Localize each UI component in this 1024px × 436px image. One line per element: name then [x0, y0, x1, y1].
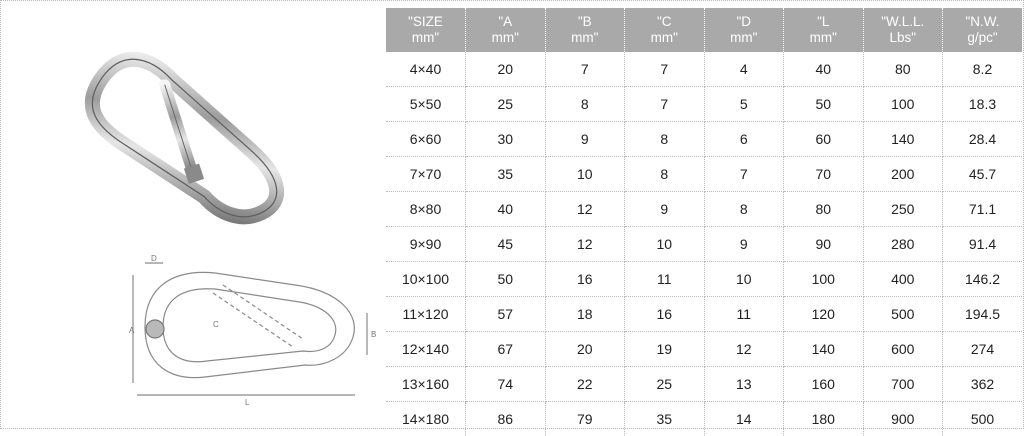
- table-cell: 7×70: [386, 157, 466, 192]
- column-header-line2: mm": [784, 30, 863, 46]
- table-cell: 4×40: [386, 52, 466, 87]
- table-row: [386, 192, 1022, 227]
- table-cell: 80: [784, 192, 864, 227]
- table-cell: 57: [466, 297, 546, 332]
- table-cell: 6: [704, 122, 784, 157]
- column-header-line2: mm": [546, 30, 625, 46]
- table-row: [386, 157, 1022, 192]
- table-cell: 140: [863, 122, 943, 157]
- table-row: [386, 332, 1022, 367]
- table-cell: 70: [784, 157, 864, 192]
- table-cell: 18: [545, 297, 625, 332]
- table-cell: 180: [784, 402, 864, 436]
- column-header-line1: "L: [784, 14, 863, 30]
- column-header-line2: mm": [466, 30, 545, 46]
- table-row: [386, 402, 1022, 436]
- table-cell: 8: [545, 87, 625, 122]
- table-cell: 10: [625, 227, 705, 262]
- table-cell: 5×50: [386, 87, 466, 122]
- table-cell: 35: [625, 402, 705, 436]
- column-header-line2: mm": [386, 30, 465, 46]
- table-cell: 7: [545, 52, 625, 87]
- table-cell: 40: [784, 52, 864, 87]
- table-cell: 22: [545, 367, 625, 402]
- table-cell: 11×120: [386, 297, 466, 332]
- column-header-line2: mm": [625, 30, 704, 46]
- column-header-line2: g/pc": [943, 30, 1022, 46]
- table-cell: 35: [466, 157, 546, 192]
- table-cell: 50: [466, 262, 546, 297]
- table-cell: 4: [704, 52, 784, 87]
- table-cell: 20: [545, 332, 625, 367]
- table-cell: 700: [863, 367, 943, 402]
- table-cell: 30: [466, 122, 546, 157]
- table-cell: 12×140: [386, 332, 466, 367]
- table-cell: 14×180: [386, 402, 466, 436]
- table-cell: 362: [943, 367, 1023, 402]
- spec-table-container: [386, 8, 1022, 436]
- table-cell: 100: [784, 262, 864, 297]
- table-cell: 28.4: [943, 122, 1023, 157]
- table-cell: 160: [784, 367, 864, 402]
- table-cell: 18.3: [943, 87, 1023, 122]
- column-header: [784, 8, 864, 52]
- table-cell: 14: [704, 402, 784, 436]
- table-cell: 200: [863, 157, 943, 192]
- table-cell: 9: [704, 227, 784, 262]
- table-cell: 20: [466, 52, 546, 87]
- table-cell: 8: [625, 157, 705, 192]
- column-header: [545, 8, 625, 52]
- column-header-line1: "D: [705, 14, 784, 30]
- table-row: [386, 297, 1022, 332]
- table-cell: 9: [545, 122, 625, 157]
- table-cell: 8×80: [386, 192, 466, 227]
- column-header: [466, 8, 546, 52]
- spec-table: [386, 8, 1022, 436]
- table-cell: 13: [704, 367, 784, 402]
- table-cell: 8.2: [943, 52, 1023, 87]
- column-header: [625, 8, 705, 52]
- table-row: [386, 367, 1022, 402]
- column-header-line1: "A: [466, 14, 545, 30]
- table-cell: 16: [545, 262, 625, 297]
- table-cell: 13×160: [386, 367, 466, 402]
- table-cell: 11: [704, 297, 784, 332]
- snap-hook-diagram: [115, 255, 385, 420]
- table-cell: 7: [704, 157, 784, 192]
- table-cell: 45: [466, 227, 546, 262]
- table-cell: 280: [863, 227, 943, 262]
- column-header-line1: "C: [625, 14, 704, 30]
- table-row: [386, 122, 1022, 157]
- table-cell: 12: [545, 192, 625, 227]
- table-cell: 10: [545, 157, 625, 192]
- table-cell: 74: [466, 367, 546, 402]
- table-cell: 50: [784, 87, 864, 122]
- table-cell: 900: [863, 402, 943, 436]
- table-cell: 274: [943, 332, 1023, 367]
- table-cell: 10: [704, 262, 784, 297]
- table-cell: 86: [466, 402, 546, 436]
- table-cell: 19: [625, 332, 705, 367]
- table-cell: 8: [625, 122, 705, 157]
- table-cell: 10×100: [386, 262, 466, 297]
- column-header-line2: Lbs": [864, 30, 943, 46]
- table-cell: 79: [545, 402, 625, 436]
- table-cell: 90: [784, 227, 864, 262]
- table-cell: 40: [466, 192, 546, 227]
- table-row: [386, 52, 1022, 87]
- table-cell: 8: [704, 192, 784, 227]
- column-header-line1: "SIZE: [386, 14, 465, 30]
- dim-label-c: C: [213, 320, 219, 329]
- table-cell: 9: [625, 192, 705, 227]
- table-cell: 6×60: [386, 122, 466, 157]
- table-row: [386, 87, 1022, 122]
- table-cell: 71.1: [943, 192, 1023, 227]
- table-cell: 600: [863, 332, 943, 367]
- dim-label-d: D: [151, 255, 157, 263]
- table-cell: 67: [466, 332, 546, 367]
- table-cell: 5: [704, 87, 784, 122]
- column-header: [863, 8, 943, 52]
- column-header-line1: "N.W.: [943, 14, 1022, 30]
- table-cell: 80: [863, 52, 943, 87]
- column-header: [704, 8, 784, 52]
- column-header: [386, 8, 466, 52]
- table-cell: 500: [943, 402, 1023, 436]
- dim-label-a: A: [129, 326, 135, 335]
- table-cell: 25: [466, 87, 546, 122]
- table-cell: 140: [784, 332, 864, 367]
- snap-hook-photo: [30, 22, 330, 242]
- table-cell: 12: [545, 227, 625, 262]
- table-cell: 11: [625, 262, 705, 297]
- column-header-line1: "B: [546, 14, 625, 30]
- table-cell: 7: [625, 87, 705, 122]
- dim-label-l: L: [245, 398, 250, 407]
- column-header-line2: mm": [705, 30, 784, 46]
- table-row: [386, 227, 1022, 262]
- product-illustrations: [0, 0, 385, 429]
- table-cell: 100: [863, 87, 943, 122]
- table-cell: 250: [863, 192, 943, 227]
- table-cell: 500: [863, 297, 943, 332]
- table-cell: 91.4: [943, 227, 1023, 262]
- table-cell: 400: [863, 262, 943, 297]
- table-body: [386, 52, 1022, 436]
- dim-label-b: B: [371, 330, 376, 339]
- table-cell: 120: [784, 297, 864, 332]
- table-cell: 194.5: [943, 297, 1023, 332]
- table-cell: 45.7: [943, 157, 1023, 192]
- table-row: [386, 262, 1022, 297]
- column-header: [943, 8, 1023, 52]
- table-cell: 12: [704, 332, 784, 367]
- table-cell: 25: [625, 367, 705, 402]
- table-header-row: [386, 8, 1022, 52]
- table-cell: 9×90: [386, 227, 466, 262]
- table-cell: 16: [625, 297, 705, 332]
- table-cell: 146.2: [943, 262, 1023, 297]
- table-cell: 7: [625, 52, 705, 87]
- column-header-line1: "W.L.L.: [864, 14, 943, 30]
- table-cell: 60: [784, 122, 864, 157]
